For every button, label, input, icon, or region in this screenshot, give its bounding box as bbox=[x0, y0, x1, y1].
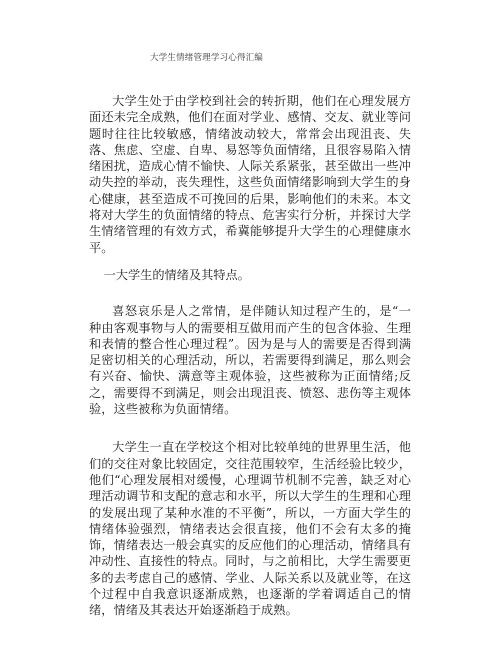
paragraph-emotion-definition: 喜怒哀乐是人之常情，是伴随认知过程产生的，是“一种由客观事物与人的需要相互做用而产生的包含体验、生理和表情的整合性心理过程”。因为是与人的需要是否得到满足密切相关的心理活动，所以，若需要得到满足，那么则会有兴奋、愉快、满意等主观体验，这些被称为正面情绪;反之，需要得不到满足，则会出现沮丧、愤怒、悲伤等主观体验，这些被称为负面情绪。 bbox=[89, 304, 411, 417]
paragraph-intro: 大学生处于由学校到社会的转折期，他们在心理发展方面还未完全成熟，他们在面对学业、感情、交友、就业等问题时往往比较敏感，情绪波动较大，常常会出现沮丧、失落、焦虑、空虚、自卑、易怒等负面情绪，且很容易陷入情绪困扰，造成心情不愉快、人际关系紧张，甚至做出一些冲动失控的举动，丧失理性，这些负面情绪影响到大学生的身心健康，甚至造成不可挽回的后果，影响他们的未来。本文将对大学生的负面情绪的特点、危害实行分析，并探讨大学生情绪管理的有效方式，希冀能够提升大学生的心理健康水平。 bbox=[89, 94, 411, 255]
document-body bbox=[89, 93, 411, 619]
section-heading: 一大学生的情绪及其特点。 bbox=[103, 267, 250, 282]
paragraph-student-characteristics: 大学生一直在学校这个相对比较单纯的世界里生活，他们的交往对象比较固定，交往范围较窄，生活经验比较少，他们“心理发展相对缓慢，心理调节机制不完善，缺乏对心理活动调节和支配的意志和水平，所以大学生的生理和心理的发展出现了某种水准的不平衡”，所以，一方面大学生的情绪体验强烈，情绪表达会很直接，他们不会有太多的掩饰，情绪表达一般会真实的反应他们的心理活动，情绪具有冲动性、直接性的特点。同时，与之前相比，大学生需要更多的去考虑自己的感情、学业、人际关系以及就业等，在这个过程中自我意识逐渐成熟，也逐渐的学着调适自己的情绪，情绪及其表达开始逐渐趋于成熟。 bbox=[89, 440, 411, 618]
page-header-title: 大学生情绪管理学习心得汇编 bbox=[150, 53, 264, 63]
